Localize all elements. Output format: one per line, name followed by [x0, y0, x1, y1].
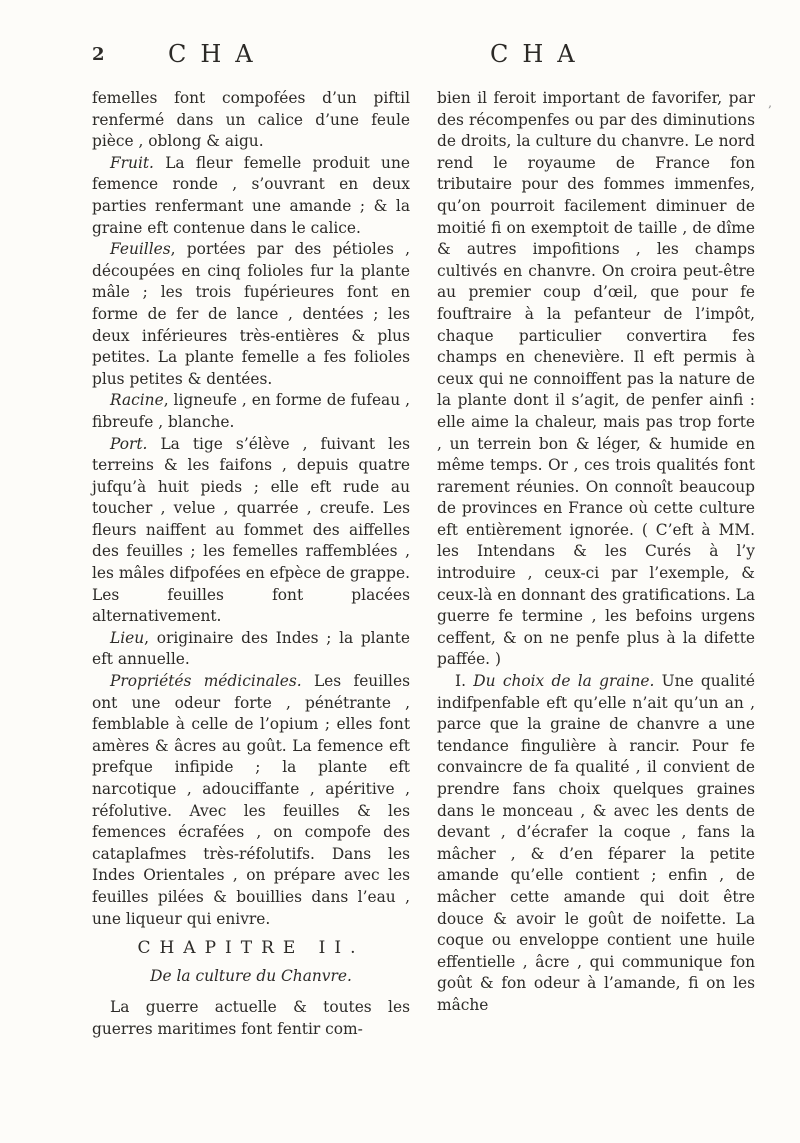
- paragraph-choix-graine: I. Du choix de la graine. Une qualité indifpenfable eft qu’elle n’ait qu’un an , parce que la graine de chanvre a une tendance fingulière à rancir. Pour fe convaincre de fa qualité , il convient de prendre fans choix quelques graines dans le monceau , & avec les dents de devant , d’écrafer la coque , fans la mâcher , & d’en féparer la petite amande qu’elle contient ; enfin , de mâcher cette amande qui doit être douce & avoir le goût de noifette. La coque ou enveloppe contient une huile effentielle , âcre , qui communique fon goût & fon odeur à l’amande, fi on les mâche: [437, 672, 755, 1014]
- paragraph-pistil: femelles font compofées d’un piftil renfermé dans un calice d’une feule pièce , oblong & aigu.: [92, 89, 410, 151]
- running-head-right: CHA: [490, 40, 589, 68]
- chapter-heading: CHAPITRE II.: [137, 938, 365, 959]
- paragraph-feuilles: Feuilles, portées par des pétioles , découpées en cinq folioles fur la plante mâle ; les trois fupérieures font en forme de fer de lance , dentées ; les deux inférieures très-entières & plus petites. La plante femelle a fes folioles plus petites & dentées.: [92, 240, 410, 388]
- page-header: [0, 40, 800, 80]
- paragraph-chapter-start: La guerre actuelle & toutes les guerres maritimes font fentir com-: [92, 998, 410, 1038]
- paragraph-proprietes: Propriétés médicinales. Les feuilles ont une odeur forte , pénétrante , femblable à celle de l’opium ; elles font amères & âcres au goût. La femence eft prefque infipide ; la plante eft narcotique , adouciffante , apéritive , réfolutive. Avec les feuilles & les femences écrafées , on compofe des cataplafmes très-réfolutifs. Dans les Indes Orientales , on prépare avec les feuilles pilées & bouillies dans l’eau , une liqueur qui enivre.: [92, 672, 410, 928]
- page-number: 2: [92, 44, 105, 65]
- paragraph-port: Port. La tige s’élève , fuivant les terreins & les faifons , depuis quatre jufqu’à huit pieds ; elle eft rude au toucher , velue , quarrée , creufe. Les fleurs naiffent au fommet des aiffelles des feuilles ; les femelles raffemblées , les mâles difpofées en efpèce de grappe. Les feuilles font placées alternativement.: [92, 434, 410, 626]
- paragraph-racine: Racine, ligneufe , en forme de fufeau , fibreufe , blanche.: [92, 391, 410, 431]
- margin-mark: ,: [768, 96, 772, 110]
- label-proprietes: Propriétés médicinales.: [110, 672, 302, 691]
- running-head-left: CHA: [168, 40, 267, 68]
- paragraph-continuation: bien il feroit important de favorifer, par des récompenfes ou par des diminutions de droits, la culture du chanvre. Le nord rend le royaume de France fon tributaire pour des fommes immenfes, qu’on pourroit facilement diminuer de moitié fi on exemptoit de taille , de dîme & autres impofitions , les champs cultivés en chanvre. On croira peut-être au premier coup d’œil, que pour fe fouftraire à la pefanteur de l’impôt, chaque particulier convertira fes champs en chenevière. Il eft permis à ceux qui ne connoiffent pas la nature de la plante dont il s’agit, de penfer ainfi : elle aime la chaleur, mais pas trop forte , un terrein bon & léger, & humide en même temps. Or , ces trois qualités font rarement réunies. On connoît beaucoup de provinces en France où cette culture eft entièrement ignorée. ( C’eft à MM. les Intendans & les Curés à l’y introduire , ceux-ci par l’exemple, & ceux-là en donnant des gratifications. La guerre fe termine , les befoins urgens ceffent, & on ne penfe plus à la difette paffée. ): [437, 89, 755, 669]
- chapter-title: De la culture du Chanvre.: [150, 966, 352, 985]
- paragraph-lieu: Lieu, originaire des Indes ; la plante eft annuelle.: [92, 628, 410, 669]
- label-lieu: Lieu: [110, 628, 145, 647]
- label-feuilles: Feuilles: [110, 240, 171, 259]
- section-number: I.: [455, 672, 466, 691]
- label-racine: Racine: [110, 391, 164, 410]
- right-column: [437, 88, 755, 1017]
- paragraph-fruit: Fruit. La fleur femelle produit une femence ronde , s’ouvrant en deux parties renfermant une amande ; & la graine eft contenue dans le calice.: [92, 153, 410, 237]
- label-port: Port.: [110, 434, 148, 453]
- left-column: [92, 88, 410, 1041]
- label-fruit: Fruit.: [110, 153, 154, 172]
- section-label: Du choix de la graine.: [473, 672, 655, 691]
